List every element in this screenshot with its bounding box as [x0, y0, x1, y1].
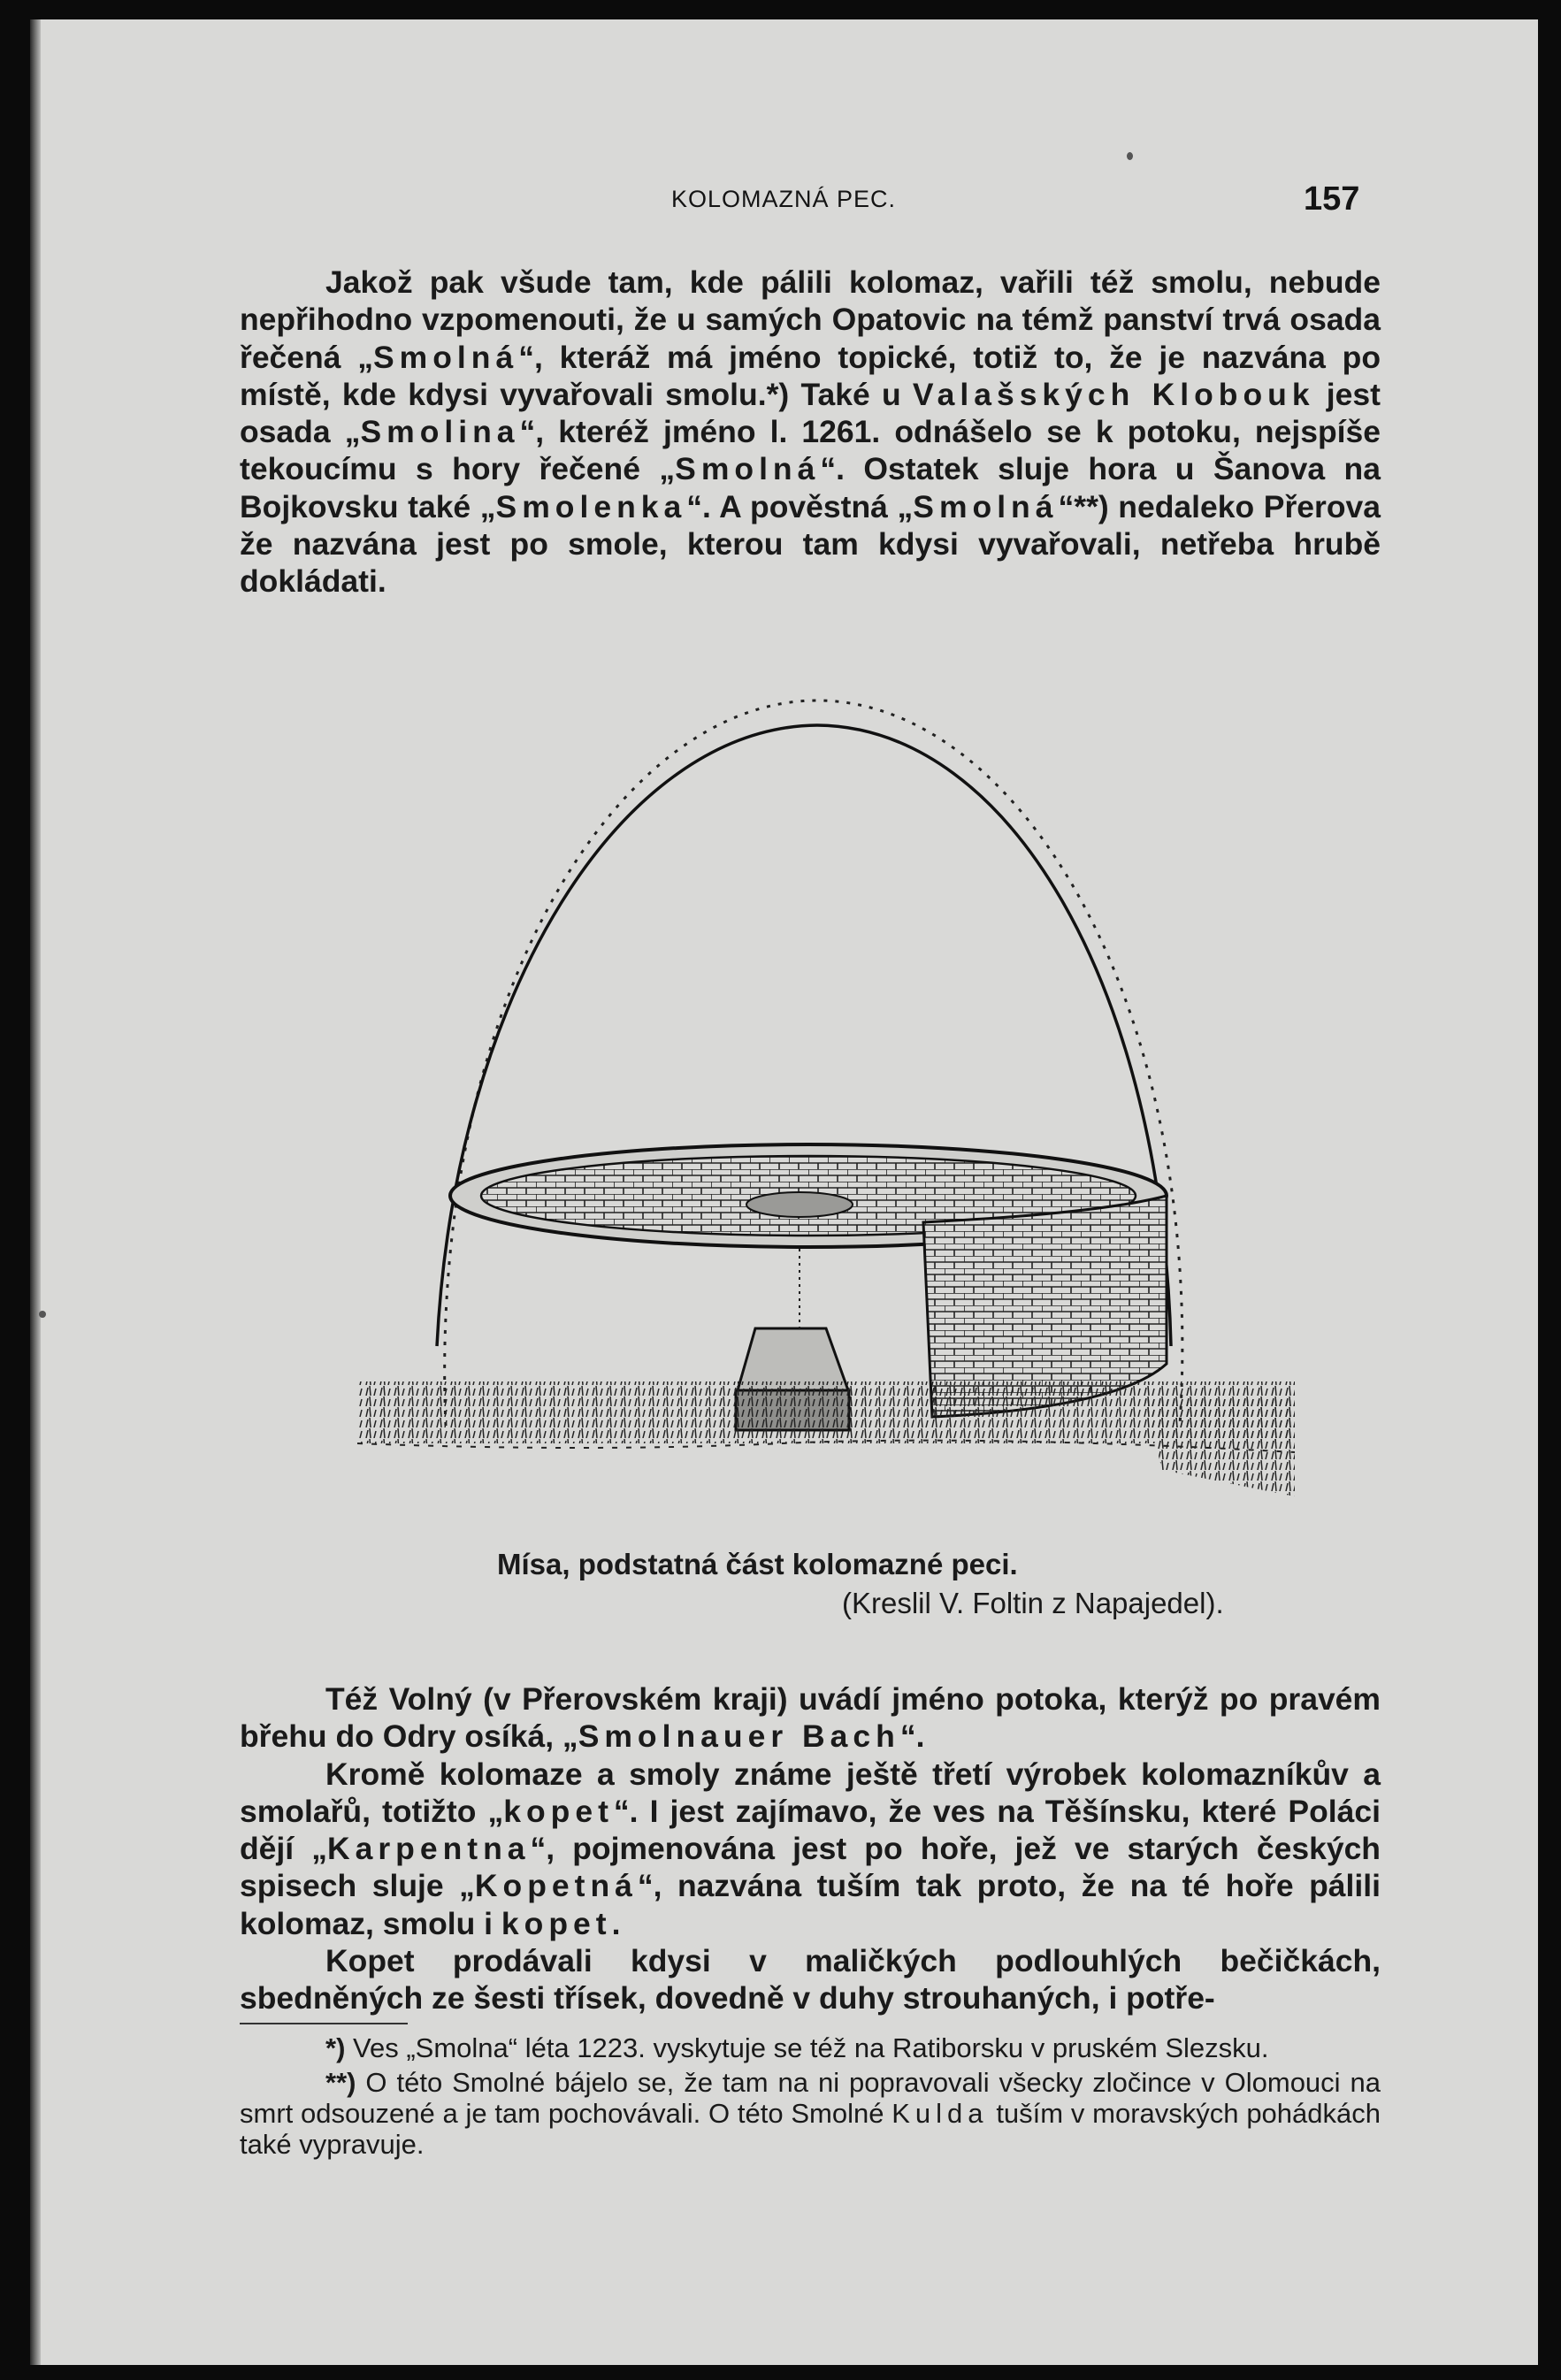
spaced-emphasis-text: kopet: [503, 1793, 614, 1829]
footnote-marker: **): [325, 2067, 356, 2098]
figure-caption-credit: (Kreslil V. Foltin z Napajedel).: [842, 1587, 1224, 1619]
running-title: KOLOMAZNÁ PEC.: [671, 186, 897, 212]
text-run: “, pojmenována jest po hoře, jež ve starých českých spisech sluje „: [240, 1831, 1381, 1904]
text-run: Jakož pak všude tam, kde pálili kolomaz, vařili též smolu, nebude nepřihodno vzpomenouti, že u samých Opatovic na témž panství trvá osada řečená „: [240, 264, 1381, 375]
spaced-emphasis-text: Smolná: [373, 339, 519, 375]
footnote: [240, 2067, 1381, 2160]
text-run: tuším v moravských pohádkách také vypravuje.: [240, 2098, 1381, 2160]
text-run: Též Volný (v Přerovském kraji) uvádí jméno potoka, kterýž po pravém břehu do Odry osíká, „: [240, 1681, 1381, 1755]
footnote-marker: *): [325, 2032, 346, 2063]
text-run: “. Ostatek sluje hora u Šanova na Bojkovsku také „: [240, 451, 1381, 524]
basin-drain: [746, 1192, 853, 1217]
ground-grass-right: [1144, 1399, 1295, 1496]
text-run: “**) nedaleko Přerova že nazvána jest po smole, kterou tam kdysi vyvařovali, netřeba hrubě dokládati.: [240, 488, 1381, 600]
spaced-emphasis-text: Valašských Klobouk: [912, 376, 1315, 412]
kiln-drawing: [322, 674, 1321, 1550]
text-run: Ves „Smolna“ léta 1223. vyskytuje se též na Ratiborsku v pruském Slezsku.: [345, 2032, 1269, 2063]
spaced-emphasis-text: Smolná: [675, 451, 821, 487]
print-speck: [1127, 152, 1133, 160]
page-number: 157: [1304, 180, 1360, 218]
footnote-rule: [240, 2023, 408, 2024]
text-run: “, kteréž jméno l. 1261. odnášelo se k potoku, nejspíše tekoucímu s hory řečené „: [240, 414, 1381, 487]
book-page: [30, 19, 1538, 2365]
paragraph: [240, 1756, 1381, 1942]
paragraph: [240, 1680, 1381, 1756]
paragraph-group-bottom: [240, 1680, 1381, 2017]
spaced-emphasis-text: Smolenka: [495, 488, 687, 524]
kiln-illustration: [322, 674, 1321, 1550]
collecting-trough: [738, 1328, 848, 1390]
text-run: “. A pověstná „: [686, 488, 914, 524]
spaced-emphasis-text: Smolná: [913, 488, 1059, 524]
paragraph: [240, 1942, 1381, 2017]
spaced-emphasis-text: Smolina: [360, 414, 520, 450]
spaced-emphasis-text: kopet: [501, 1905, 612, 1941]
text-run: .: [611, 1905, 621, 1941]
paragraph-top: [240, 264, 1381, 601]
page-spine-shadow: [30, 19, 41, 2365]
spaced-emphasis-text: Kopetná: [474, 1868, 638, 1904]
footnote: [240, 2032, 1381, 2063]
footnotes: [240, 2032, 1381, 2163]
text-run: jest osada „: [240, 376, 1381, 450]
page-header: [30, 170, 1538, 223]
text-run: “. I jest zajímavo, že ves na Těšínsku, které Poláci dějí „: [240, 1793, 1381, 1867]
text-run: O této Smolné bájelo se, že tam na ni popravovali všecky zločince v Olomouci na smrt odsouzené a je tam pochovávali. O této Smolné: [240, 2067, 1381, 2129]
figure-caption-title: Mísa, podstatná část kolomazné peci.: [497, 1548, 1018, 1580]
text-run: “, nazvána tuším tak proto, že na té hoře pálili kolomaz, smolu i: [240, 1868, 1381, 1941]
print-speck: [39, 1311, 46, 1318]
spaced-emphasis-text: Smolnauer Bach: [578, 1718, 900, 1755]
spaced-emphasis-text: Karpentna: [326, 1831, 531, 1867]
text-run: “.: [899, 1718, 925, 1755]
paragraph: [240, 264, 1381, 601]
text-run: Kromě kolomaze a smoly známe ještě třetí výrobek kolomazníkův a smolařů, totižto „: [240, 1756, 1381, 1829]
text-run: “, kteráž má jméno topické, totiž to, že je nazvána po místě, kde kdysi vyvařovali smolu.*) Také u: [240, 339, 1381, 412]
text-run: Kopet prodávali kdysi v maličkých podlouhlých bečičkách, sbedněných ze šesti třísek, dovedně v duhy strouhaných, i potře-: [240, 1943, 1381, 2016]
spaced-emphasis-text: Kulda: [891, 2098, 989, 2129]
